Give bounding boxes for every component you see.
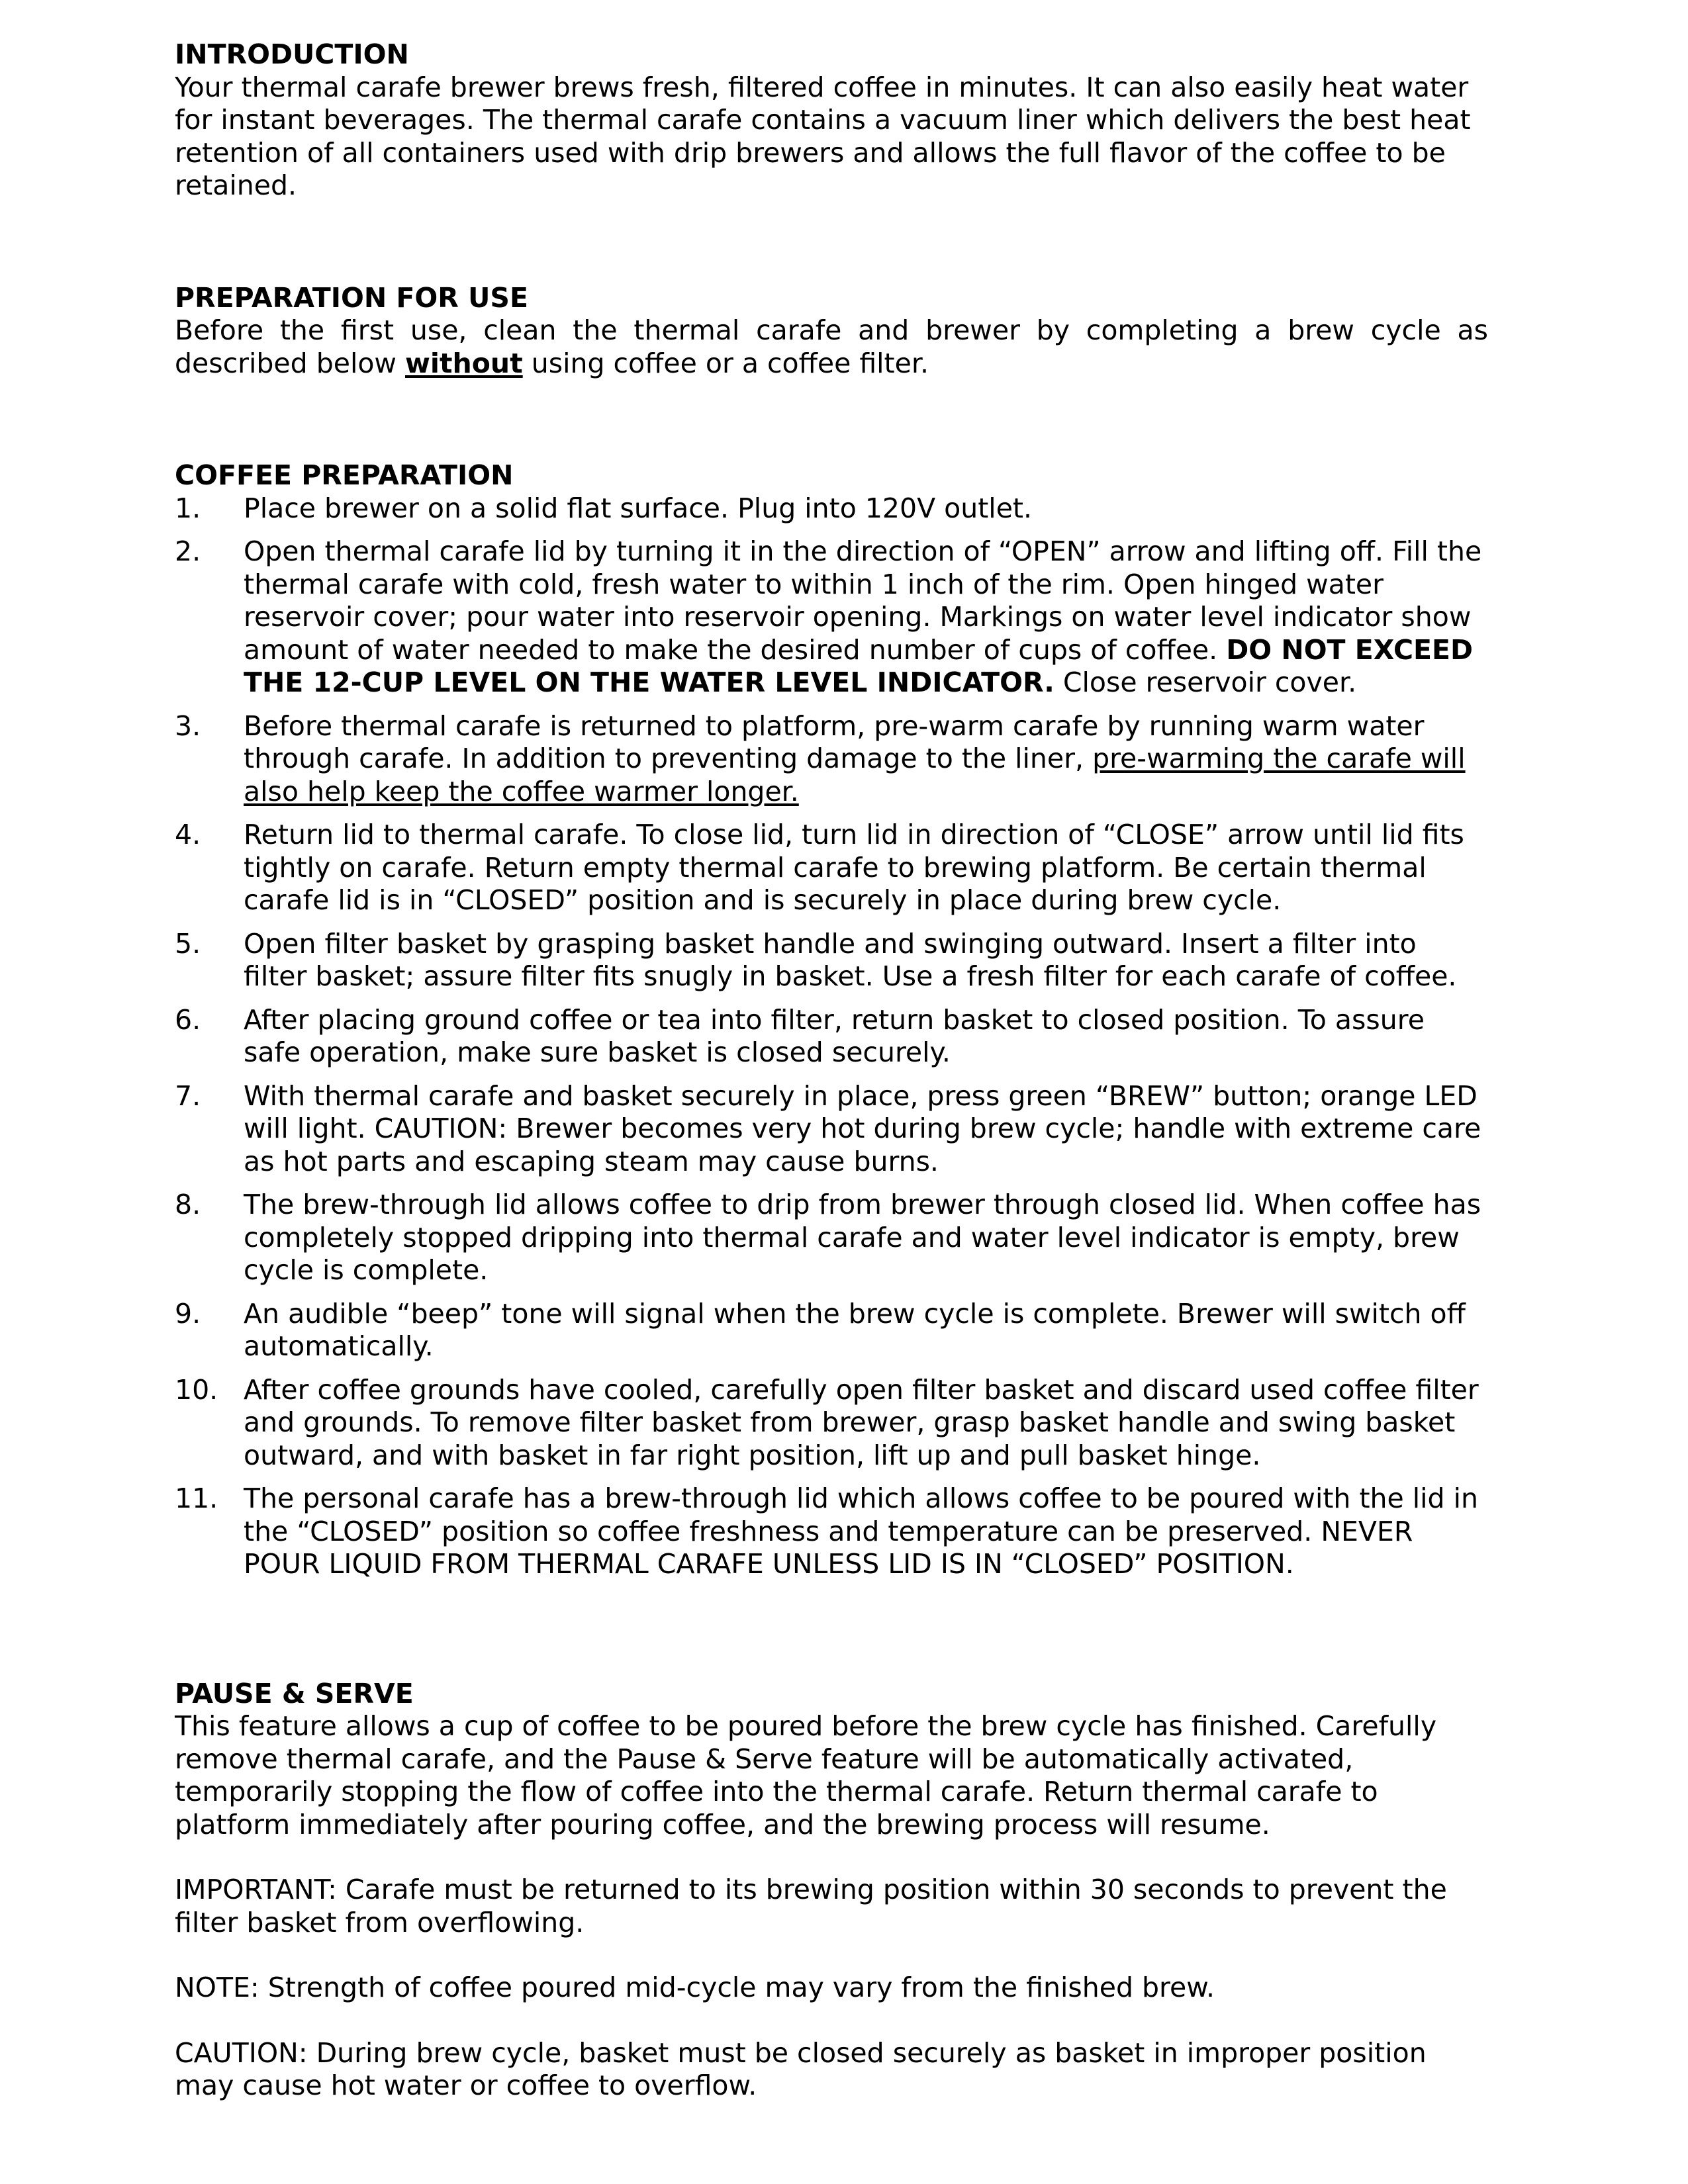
preparation-body-before: Before the first use, clean the thermal carafe and brewer by completing a brew cycle as described below — [175, 314, 1488, 379]
introduction-heading: INTRODUCTION — [175, 38, 409, 70]
pause-serve-body: This feature allows a cup of coffee to be poured before the brew cycle has finished. Carefully remove thermal carafe, and the Pause & Serve feature will be automatically activated, temporarily stopping the flow of coffee into the thermal carafe. Return thermal carafe to platform immediately after pouring coffee, and the brewing process will resume. — [175, 1710, 1437, 1841]
list-item — [175, 1298, 1488, 1363]
list-item — [175, 535, 1488, 700]
list-item — [175, 819, 1488, 917]
step-text: Return lid to thermal carafe. To close lid, turn lid in direction of “CLOSE” arrow until lid fits tightly on carafe. Return empty thermal carafe to brewing platform. Be certain thermal carafe lid is in “CLOSED” position and is securely in place during brew cycle. — [244, 819, 1464, 916]
pause-serve-section — [175, 1678, 1488, 2103]
list-item — [175, 1080, 1488, 1179]
preparation-body — [175, 314, 1488, 380]
preparation-body-after: using coffee or a coffee filter. — [522, 347, 929, 379]
step-text: With thermal carafe and basket securely in place, press green “BREW” button; orange LED will light. CAUTION: Brewer becomes very hot during brew cycle; handle with extreme care as hot parts and escaping steam may cause burns. — [244, 1079, 1481, 1177]
step-text: The personal carafe has a brew-through lid which allows coffee to be poured with the lid in the “CLOSED” position so coffee freshness and temperature can be preserved. NEVER POUR LIQUID FROM THERMAL CARAFE UNLESS LID IS IN “CLOSED” POSITION. — [244, 1482, 1478, 1580]
list-item — [175, 1189, 1488, 1287]
step-number: 2. — [175, 535, 201, 567]
document-page — [175, 38, 1488, 2103]
pause-serve-heading: PAUSE & SERVE — [175, 1677, 414, 1709]
coffee-preparation-section — [175, 459, 1488, 1581]
step-warning: DO NOT EXCEED THE 12-CUP LEVEL ON THE WATER LEVEL INDICATOR. — [244, 633, 1474, 698]
list-item — [175, 710, 1488, 809]
list-item — [175, 1374, 1488, 1473]
step-number: 1. — [175, 492, 201, 524]
step-underlined-text: pre-warming the carafe will also help keep the coffee warmer longer. — [244, 743, 1466, 807]
coffee-preparation-heading: COFFEE PREPARATION — [175, 459, 514, 491]
pause-serve-note: NOTE: Strength of coffee poured mid-cycle may vary from the finished brew. — [175, 1972, 1215, 2003]
preparation-section — [175, 282, 1488, 381]
step-text-tail: Close reservoir cover. — [1054, 666, 1357, 698]
step-number: 4. — [175, 819, 201, 850]
step-text: Open thermal carafe lid by turning it in the direction of “OPEN” arrow and lifting off. Fill the thermal carafe with cold, fresh water to within 1 inch of the rim. Open hinged water reservoir cover; pour water into reservoir opening. Markings on water level indicator show amount of water needed to make the desired number of cups of coffee. — [244, 535, 1482, 666]
list-item — [175, 1004, 1488, 1069]
step-number: 8. — [175, 1189, 201, 1220]
step-number: 7. — [175, 1079, 201, 1112]
list-item — [175, 492, 1488, 525]
step-text: An audible “beep” tone will signal when the brew cycle is complete. Brewer will switch off automatically. — [244, 1297, 1466, 1362]
pause-serve-caution: CAUTION: During brew cycle, basket must be closed securely as basket in improper position may cause hot water or coffee to overflow. — [175, 2036, 1427, 2101]
step-number: 5. — [175, 927, 201, 960]
step-number: 11. — [175, 1482, 218, 1514]
list-item — [175, 928, 1488, 993]
step-text: Open filter basket by grasping basket handle and swinging outward. Insert a filter into filter basket; assure filter fits snugly in basket. Use a fresh filter for each carafe of coffee. — [244, 927, 1457, 992]
list-item — [175, 1482, 1488, 1581]
step-number: 6. — [175, 1003, 201, 1036]
step-text: The brew-through lid allows coffee to drip from brewer through closed lid. When coffee has completely stopped dripping into thermal carafe and water level indicator is empty, brew cycle is complete. — [244, 1189, 1481, 1286]
introduction-body: Your thermal carafe brewer brews fresh, filtered coffee in minutes. It can also easily heat water for instant beverages. The thermal carafe contains a vacuum liner which delivers the best heat retention of all containers used with drip brewers and allows the full flavor of the coffee to be retained. — [175, 71, 1471, 201]
step-number: 9. — [175, 1297, 201, 1330]
coffee-preparation-steps — [175, 492, 1488, 1581]
step-number: 3. — [175, 709, 201, 742]
step-text: Before thermal carafe is returned to platform, pre-warm carafe by running warm water through carafe. In addition to preventing damage to the liner, — [244, 709, 1425, 774]
step-text: After placing ground coffee or tea into filter, return basket to closed position. To assure safe operation, make sure basket is closed securely. — [244, 1003, 1425, 1068]
pause-serve-important: IMPORTANT: Carafe must be returned to its brewing position within 30 seconds to prevent the filter basket from overflowing. — [175, 1874, 1447, 1938]
preparation-emphasis: without — [405, 347, 523, 379]
introduction-section — [175, 38, 1488, 203]
step-number: 10. — [175, 1373, 218, 1406]
preparation-heading: PREPARATION FOR USE — [175, 281, 528, 314]
step-text: Place brewer on a solid flat surface. Plug into 120V outlet. — [244, 492, 1033, 524]
step-text: After coffee grounds have cooled, carefully open filter basket and discard used coffee filter and grounds. To remove filter basket from brewer, grasp basket handle and swing basket outward, and with basket in far right position, lift up and pull basket hinge. — [244, 1373, 1479, 1471]
